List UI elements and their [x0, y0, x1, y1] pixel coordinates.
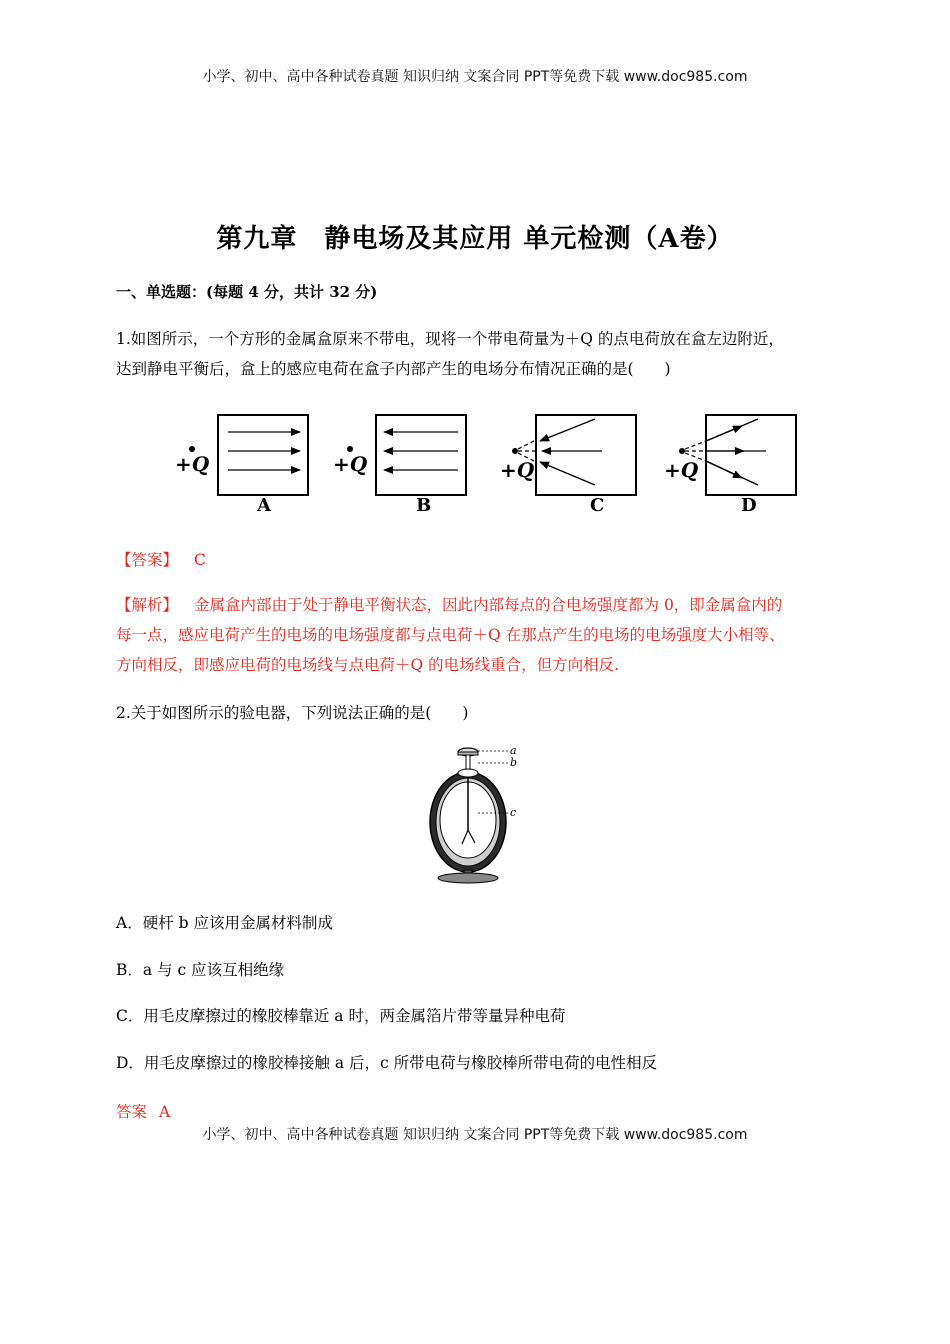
- question-1-answer: [116, 548, 206, 570]
- charge-label: +Q: [333, 452, 368, 476]
- question-1-stem: [116, 324, 846, 384]
- analysis-line-3: 方向相反，即感应电荷的电场线与点电荷＋Q 的电场线重合，但方向相反.: [116, 656, 620, 674]
- option-a-diagram: [175, 415, 308, 516]
- charge-label: +Q: [664, 458, 699, 482]
- dashed-line: [685, 441, 706, 449]
- option-label: C: [590, 495, 605, 516]
- field-line-arrow: [706, 461, 742, 478]
- label-b: b: [510, 756, 518, 769]
- option-label: D: [741, 495, 757, 516]
- answer-value: A: [159, 1103, 171, 1121]
- option-d: D．用毛皮摩擦过的橡胶棒接触 a 后，c 所带电荷与橡胶棒所带电荷的电性相反: [116, 1054, 658, 1072]
- point-charge-dot: [512, 448, 518, 454]
- option-c: C．用毛皮摩擦过的橡胶棒靠近 a 时，两金属箔片带等量异种电荷: [116, 1007, 566, 1025]
- analysis-line-1: 【解析】 金属盒内部由于处于静电平衡状态，因此内部每点的合电场强度都为 0，即金属盒内的: [116, 596, 783, 614]
- metal-box: [376, 415, 466, 495]
- charge-label: +Q: [175, 452, 210, 476]
- field-line-arrow: [706, 426, 742, 441]
- option-d-diagram: [664, 415, 796, 516]
- answer-tag: 答案: [116, 1103, 148, 1121]
- question-2-stem: 2.关于如图所示的验电器，下列说法正确的是( ): [116, 704, 469, 722]
- page-header: 小学、初中、高中各种试卷真题 知识归纳 文案合同 PPT等免费下载 www.doc985.com: [202, 69, 748, 85]
- field-line: [540, 419, 595, 441]
- question-1-figure: [170, 405, 810, 520]
- stand-base: [438, 873, 498, 883]
- option-a: A．硬杆 b 应该用金属材料制成: [116, 914, 333, 932]
- option-label: A: [257, 495, 271, 516]
- electroscope-figure: [420, 740, 530, 885]
- section-heading: 一、单选题：(每题 4 分，共计 32 分): [116, 283, 378, 301]
- label-c: c: [510, 806, 517, 819]
- metal-box: [536, 415, 636, 495]
- charge-label: +Q: [500, 458, 535, 482]
- point-charge-dot: [679, 448, 685, 454]
- option-c-diagram: [500, 415, 636, 516]
- field-line: [540, 462, 595, 485]
- option-label: B: [416, 495, 432, 516]
- page-title: 第九章 静电场及其应用 单元检测（A卷）: [216, 224, 734, 254]
- question-1-analysis: [116, 590, 846, 680]
- dashed-line: [518, 440, 536, 449]
- label-a: a: [510, 744, 517, 757]
- question-1-line-2: 达到静电平衡后，盒上的感应电荷在盒子内部产生的电场分布情况正确的是( ): [116, 360, 671, 378]
- analysis-line-2: 每一点，感应电荷产生的电场的电场强度都与点电荷＋Q 在那点产生的电场的电场强度大小相等、: [116, 626, 785, 644]
- answer-tag: 【答案】: [116, 551, 179, 569]
- question-2-answer: [116, 1100, 170, 1122]
- option-b: B．a 与 c 应该互相绝缘: [116, 961, 285, 979]
- answer-value: C: [194, 551, 206, 569]
- question-1-line-1: 1.如图所示，一个方形的金属盒原来不带电，现将一个带电荷量为＋Q 的点电荷放在盒左边附近，: [116, 330, 784, 348]
- metal-box: [706, 415, 796, 495]
- option-b-diagram: [333, 415, 466, 516]
- insulating-collar: [458, 769, 478, 777]
- analysis-tag: 【解析】: [116, 596, 179, 614]
- metal-box: [218, 415, 308, 495]
- page-footer: 小学、初中、高中各种试卷真题 知识归纳 文案合同 PPT等免费下载 www.doc985.com: [202, 1127, 748, 1143]
